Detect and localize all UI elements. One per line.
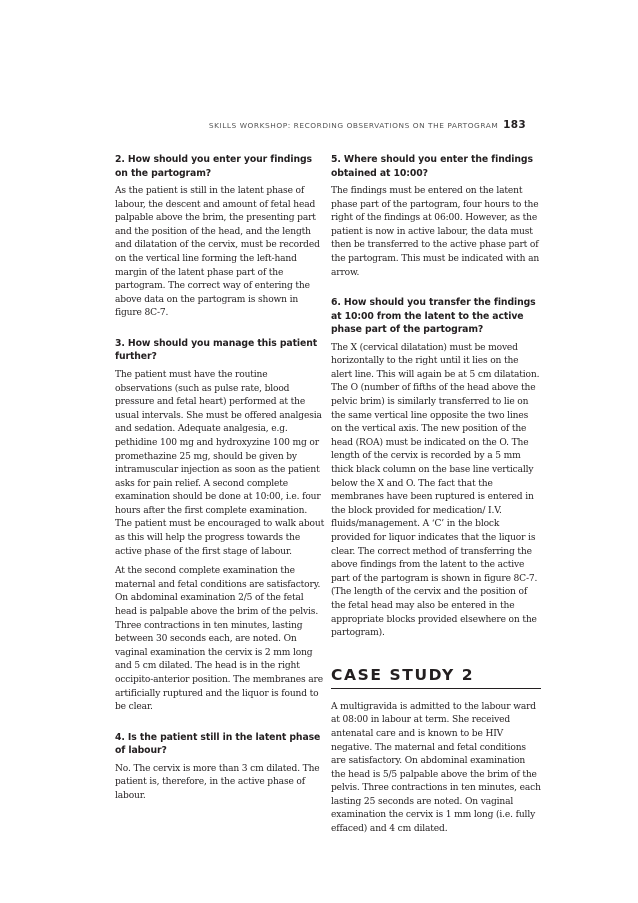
case-study-paragraph: A multigravida is admitted to the labour ward at 08:00 in labour at term. She received antenatal care and is known to be HIV negative. The maternal and fetal conditions are satisfactory. On abdominal examination the head is 5/5 palpable above the brim of the pelvis. Three contractions in ten minutes, each lasting 25 seconds are noted. On vaginal examination the cervix is 1 mm long (i.e. fully effaced) and 4 cm dilated.	[331, 701, 541, 835]
right-column	[331, 153, 541, 843]
question-5-answer: The findings must be entered on the latent phase part of the partogram, four hours to the right of the findings at 06:00. However, as the patient is now in active labour, the data must then be transferred to the active phase part of the partogram. This must be indicated with an arrow.	[331, 186, 540, 278]
question-3-heading: 3. How should you manage this patient further?	[115, 337, 318, 363]
question-3-answer-1: The patient must have the routine observations (such as pulse rate, blood pressure and fetal heart) performed at the usual intervals. She must be offered analgesia and sedation. Adequate analgesia, e.g. pethidine 100 mg and hydroxyzine 100 mg or promethazine 25 mg, should be given by intramuscular injection as soon as the patient asks for pain relief. A second complete examination should be done at 10:00, i.e. four hours after the first complete examination. The patient must be encouraged to walk about as this will help the progress towards the active phase of the first stage of labour.	[115, 369, 325, 557]
question-4-heading: 4. Is the patient still in the latent phase of labour?	[115, 731, 321, 757]
question-5-heading: 5. Where should you enter the findings obtained at 10:00?	[331, 154, 533, 179]
question-2-heading: 2. How should you enter your findings on the partogram?	[115, 154, 312, 179]
question-3-answer-2: At the second complete examination the maternal and fetal conditions are satisfactory. On abdominal examination 2/5 of the fetal head is palpable above the brim of the pelvis. Three contractions in ten minutes, lasting between 30 seconds each, are noted. On vaginal examination the cervix is 2 mm long and 5 cm dilated. The head is in the right occipito-anterior position. The membranes are artificially ruptured and the liquor is found to be clear.	[115, 566, 323, 713]
left-column	[115, 153, 325, 810]
question-6-answer: The X (cervical dilatation) must be moved horizontally to the right until it lies on the alert line. This will again be at 5 cm dilatation. The O (number of fifths of the head above the pelvic brim) is similarly transferred to lie on the same vertical line opposite the two lines on the vertical axis. The new position of the head (ROA) must be indicated on the O. The length of the cervix is recorded by a 5 mm thick black column on the base line vertically below the X and O. The fact that the membranes have been ruptured is entered in the block provided for medication/ I.V. fluids/management. A ‘C’ in the block provided for liquor indicates that the liquor is clear. The correct method of transferring the above findings from the latent to the active part of the partogram is shown in figure 8C-7. (The length of the cervix and the position of the fetal head may also be entered in the appropriate blocks provided elsewhere on the partogram).	[331, 342, 540, 639]
page-number: 183	[503, 119, 526, 131]
question-2-answer: As the patient is still in the latent phase of labour, the descent and amount of fetal head palpable above the brim, the presenting part and the position of the head, and the length and dilatation of the cervix, must be recorded on the vertical line forming the left-hand margin of the latent phase part of the partogram. The correct way of entering the above data on the partogram is shown in figure 8C-7.	[115, 186, 320, 319]
running-header	[209, 119, 526, 131]
case-study-title: CASE STUDY 2	[331, 666, 541, 689]
question-4-answer: No. The cervix is more than 3 cm dilated. The patient is, therefore, in the active phase of labour.	[115, 763, 320, 801]
question-6-heading: 6. How should you transfer the findings at 10:00 from the latent to the active phase part of the partogram?	[331, 297, 536, 336]
running-title: SKILLS WORKSHOP: RECORDING OBSERVATIONS ON THE PARTOGRAM	[208, 121, 499, 130]
